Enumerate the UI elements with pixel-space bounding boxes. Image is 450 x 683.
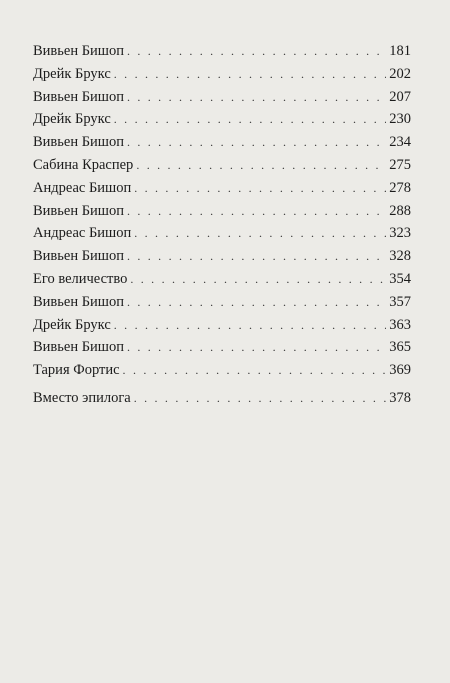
toc-entry: [33, 108, 411, 131]
toc-entry-title: Тария Фортис: [33, 362, 120, 379]
toc-entry-page: 328: [389, 248, 411, 265]
toc-entry-page: 357: [389, 293, 411, 310]
dot-leader: [136, 154, 386, 177]
toc-entry: [33, 154, 411, 177]
dot-leader: [114, 63, 386, 86]
toc-entry-page: 363: [389, 316, 411, 333]
dot-leader: [127, 86, 386, 109]
toc-entry-title: Вивьен Бишоп: [33, 43, 124, 59]
toc-entry: [33, 314, 411, 337]
dot-leader: [127, 200, 386, 223]
toc-entry-title: Вместо эпилога: [33, 389, 131, 406]
toc-entry-title: Вивьен Бишоп: [33, 248, 124, 265]
toc-entry-title: Его величество: [33, 270, 128, 287]
dot-leader: [123, 359, 387, 382]
toc-entry-page: 365: [389, 339, 411, 356]
dot-leader: [127, 336, 386, 359]
toc-entry-title: Дрейк Брукс: [33, 111, 111, 128]
toc-entry: [33, 63, 411, 86]
toc-entry-title: Сабина Краспер: [33, 156, 134, 173]
dot-leader: [127, 291, 386, 314]
toc-entry-page: 275: [389, 156, 411, 173]
toc-entry-title: Вивьен Бишоп: [33, 88, 124, 105]
toc-entry: [33, 336, 411, 359]
toc-entry-title: Вивьен Бишоп: [33, 202, 124, 219]
toc-entry-page: 323: [389, 225, 411, 242]
toc-entry-title: Вивьен Бишоп: [33, 134, 124, 151]
toc-entry: [33, 268, 411, 291]
toc-entry: [33, 359, 411, 382]
toc-entry-page: 288: [389, 202, 411, 219]
toc-entry: [33, 86, 411, 109]
dot-leader: [114, 108, 386, 131]
dot-leader: [134, 222, 386, 245]
dot-leader: [114, 314, 386, 337]
dot-leader: [127, 131, 386, 154]
toc-entry: [33, 387, 411, 410]
toc-entry: [33, 222, 411, 245]
toc-entry: [33, 40, 411, 63]
toc-entry-page: 354: [389, 270, 411, 287]
toc-entry-title: Вивьен Бишоп: [33, 339, 124, 356]
table-of-contents: [33, 40, 411, 410]
toc-entry-title: Вивьен Бишоп: [33, 293, 124, 310]
toc-entry-page: 378: [389, 389, 411, 406]
toc-entry-page: 369: [389, 362, 411, 379]
toc-entry: [33, 200, 411, 223]
toc-entry-page: 230: [389, 111, 411, 128]
toc-entry-page: 181: [389, 43, 411, 59]
toc-entry: [33, 131, 411, 154]
toc-entry-title: Андреас Бишоп: [33, 179, 132, 196]
toc-entry-page: 234: [389, 134, 411, 151]
toc-entry: [33, 245, 411, 268]
toc-entry-title: Дрейк Брукс: [33, 316, 111, 333]
toc-entry: [33, 177, 411, 200]
dot-leader: [127, 40, 386, 63]
toc-entry-page: 207: [389, 88, 411, 105]
dot-leader: [134, 387, 387, 410]
toc-entry: [33, 291, 411, 314]
dot-leader: [130, 268, 386, 291]
toc-entry-title: Андреас Бишоп: [33, 225, 132, 242]
toc-entry-page: 202: [389, 65, 411, 82]
dot-leader: [134, 177, 386, 200]
toc-entry-page: 278: [389, 179, 411, 196]
dot-leader: [127, 245, 386, 268]
toc-entry-title: Дрейк Брукс: [33, 65, 111, 82]
